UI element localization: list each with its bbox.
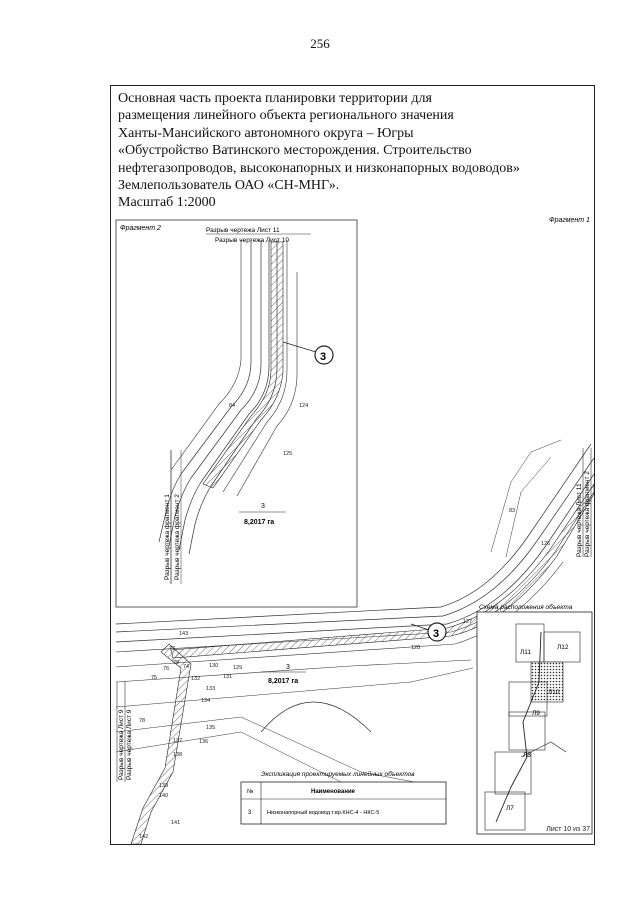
- picket-label: 140: [159, 793, 169, 799]
- picket-label: 138: [173, 752, 183, 758]
- area-label: [261, 664, 306, 685]
- picket-label: 124: [299, 403, 309, 409]
- picket-label: 130: [209, 663, 219, 669]
- svg-text:3: 3: [261, 503, 265, 510]
- picket-label: 74: [183, 664, 190, 670]
- break-label-left: Разрыв чертежа фрагмент 2: [174, 494, 181, 580]
- svg-text:8,2017 га: 8,2017 га: [268, 678, 299, 685]
- location-scheme: [477, 603, 592, 834]
- picket-label: 76: [163, 666, 170, 672]
- contour-arc: [261, 702, 371, 732]
- header-line: нефтегазопроводов, высоконапорных и низконапорных водоводов»: [118, 160, 520, 176]
- break-label-bottom-left: Разрыв чертежа Лист 9: [126, 709, 133, 780]
- picket-label: 128: [411, 645, 421, 651]
- svg-text:3: 3: [433, 628, 440, 640]
- scheme-sheet-label: Л7: [506, 805, 514, 812]
- table-cell: Низконапорный водовод т.вр.КНС-4 - НКС-5: [267, 810, 380, 816]
- pipeline-junction: [131, 644, 191, 844]
- picket-label: 137: [173, 738, 183, 744]
- table-header: Наименование: [311, 789, 356, 795]
- document-header: [118, 90, 588, 212]
- picket-label: 142: [139, 834, 149, 840]
- header-line: Ханты-Мансийского автономного округа – Югры: [118, 125, 414, 141]
- svg-text:3: 3: [286, 664, 290, 671]
- svg-text:3: 3: [320, 351, 327, 363]
- picket-label: 126: [541, 541, 551, 547]
- explication-title: Экспликация проектируемых линейных объектов: [261, 771, 415, 778]
- scheme-sheet-label: Л9: [532, 710, 540, 717]
- picket-label: 125: [283, 451, 293, 457]
- table-cell: 3: [248, 810, 252, 816]
- picket-label: 79: [173, 660, 180, 666]
- scheme-sheet-label: Л8: [523, 752, 531, 759]
- picket-label: 135: [206, 725, 216, 731]
- scheme-sheet-label: Л12: [557, 644, 569, 651]
- picket-label: 136: [199, 739, 209, 745]
- picket-label: 129: [233, 665, 243, 671]
- planning-drawing: [111, 212, 594, 844]
- break-label-right: Разрыв чертежа фрагмент 2: [584, 471, 591, 557]
- picket-label: 143: [179, 631, 189, 637]
- object-marker: [283, 342, 333, 364]
- picket-label: 78: [139, 718, 146, 724]
- break-label-left: Разрыв чертежа фрагмент 1: [164, 494, 171, 580]
- svg-text:8,2017 га: 8,2017 га: [244, 519, 275, 526]
- picket-label: 134: [201, 698, 211, 704]
- picket-label: 127: [463, 619, 473, 625]
- picket-label: 83: [509, 508, 516, 514]
- header-line: размещения линейного объекта регионального значения: [118, 108, 454, 124]
- fragment-2-label: Фрагмент 2: [120, 225, 161, 232]
- page-number: 256: [310, 36, 330, 51]
- scheme-title: Схема расположения объекта: [479, 604, 573, 611]
- picket-label: 77: [169, 646, 176, 652]
- header-line: Масштаб 1:2000: [118, 195, 216, 211]
- break-label-top: Разрыв чертежа Лист 10: [215, 237, 290, 244]
- picket-label: 132: [191, 676, 201, 682]
- table-header: №: [247, 789, 254, 795]
- picket-label: 139: [159, 783, 169, 789]
- break-label-top: Разрыв чертежа Лист 11: [206, 227, 280, 234]
- header-line: Землепользователь ОАО «СН-МНГ».: [118, 178, 340, 194]
- area-label: [239, 503, 286, 526]
- break-label-bottom-left: Разрыв чертежа Лист 9: [118, 709, 125, 780]
- sheet-note: Лист 10 из 37: [546, 826, 590, 833]
- pipeline-hatch-fragment-2: [203, 242, 283, 488]
- scheme-sheet-label: Л10: [548, 689, 560, 696]
- scheme-sheet-label: Л11: [520, 649, 532, 656]
- header-line: «Обустройство Ватинского месторождения. Строительство: [118, 143, 472, 159]
- picket-label: 131: [223, 674, 233, 680]
- picket-label: 84: [229, 403, 236, 409]
- header-line: Основная часть проекта планировки территории для: [118, 91, 432, 106]
- break-label-right: Разрыв чертежа Лист 11: [576, 483, 583, 557]
- explication-table: [241, 770, 446, 824]
- fragment-2-frame: [116, 220, 357, 607]
- picket-label: 133: [206, 686, 216, 692]
- picket-label: 141: [171, 820, 181, 826]
- fragment-1-label: Фрагмент 1: [549, 217, 590, 224]
- picket-label: 75: [151, 675, 158, 681]
